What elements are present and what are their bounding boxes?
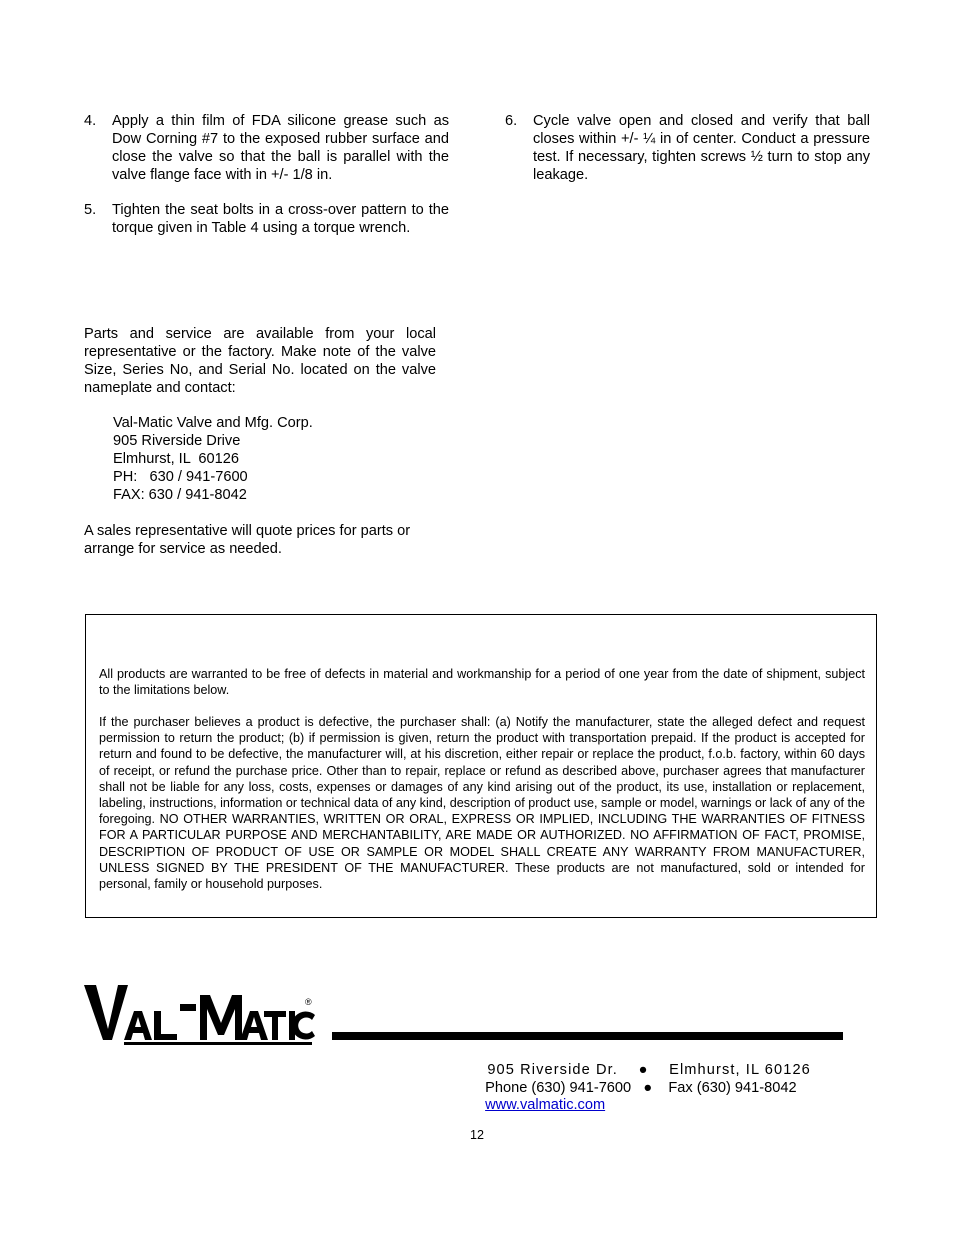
warranty-paragraph-1: All products are warranted to be free of defects in material and workmanship for a period of one year from the date of shipment, subject to the limitations below. [99,667,865,698]
bullet-icon: ● [643,1080,653,1096]
page-number: 12 [469,1128,484,1142]
address-fax: FAX: 630 / 941-8042 [113,487,247,503]
footer-fax: Fax (630) 941-8042 [668,1080,797,1096]
val-matic-logo-graphic [84,985,316,1045]
factory-address [113,414,413,504]
parts-intro: Parts and service are available from your local representative or the factory. Make note of the valve Size, Series No, and Serial No. located on the valve nameplate and contact: [84,326,436,396]
step-4 [84,112,450,184]
footer-city: Elmhurst, IL 60126 [669,1062,811,1078]
footer-phone: Phone (630) 941-7600 [485,1080,632,1096]
warranty-box [85,614,877,918]
step-number: 4. [84,113,97,129]
step-number: 5. [84,202,97,218]
step-text: Apply a thin film of FDA silicone grease such as Dow Corning #7 to the exposed rubber surface and close the valve so that the ball is parallel with the valve flange face with in +/- 1/8 in. [112,113,449,183]
registered-mark: ® [305,997,312,1007]
parts-closing: A sales representative will quote prices for parts or arrange for service as needed. [84,523,411,557]
website-link[interactable]: www.valmatic.com [485,1097,606,1113]
footer-street: 905 Riverside Dr. [487,1062,618,1078]
address-city: Elmhurst, IL 60126 [113,451,240,467]
warranty-paragraph-2: If the purchaser believes a product is defective, the purchaser shall: (a) Notify the manufacturer, state the alleged defect and request permission to return the product; (b) if permission is given, return the product with transportation prepaid. If the product is accepted for return and found to be defective, the manufacturer will, at his discretion, either repair or replace the product, f.o.b. factory, within 60 days of receipt, or refund the purchase price. Other than to repair, replace or refund as described above, purchaser agrees that manufacturer shall not be liable for any loss, costs, expenses or damages of any kind arising out of the product, its use, installation or replacement, labeling, instructions, information or technical data of any kind, description of product use, sample or model, warnings or lack of any of the foregoing. NO OTHER WARRANTIES, WRITTEN OR ORAL, EXPRESS OR IMPLIED, INCLUDING THE WARRANTIES OF FITNESS FOR A PARTICULAR PURPOSE AND MERCHANTABILITY, ARE MADE OR AUTHORIZED. NO AFFIRMATION OF FACT, PROMISE, DESCRIPTION OF PRODUCT OF USE OR SAMPLE OR MODEL SHALL CREATE ANY WARRANTY FROM MANUFACTURER, UNLESS SIGNED BY THE PRESIDENT OF THE MANUFACTURER. These products are not manufactured, sold or intended for personal, family or household purposes. [99,715,865,892]
bullet-icon: ● [638,1062,649,1078]
step-text: Tighten the seat bolts in a cross-over pattern to the torque given in Table 4 using a torque wrench. [112,202,449,236]
address-phone: PH: 630 / 941-7600 [113,469,248,485]
footer-rule [332,1032,843,1040]
step-number: 6. [505,113,518,129]
val-matic-logo [84,985,316,1050]
step-text: Cycle valve open and closed and verify that ball closes within +/- ¼ in of center. Conduct a pressure test. If necessary, tighten screws ½ turn to stop any leakage. [533,113,870,183]
address-street: 905 Riverside Drive [113,433,241,449]
address-company: Val-Matic Valve and Mfg. Corp. [113,415,313,431]
footer-website-line [477,1078,605,1114]
step-5 [84,201,450,237]
step-6 [505,112,871,184]
